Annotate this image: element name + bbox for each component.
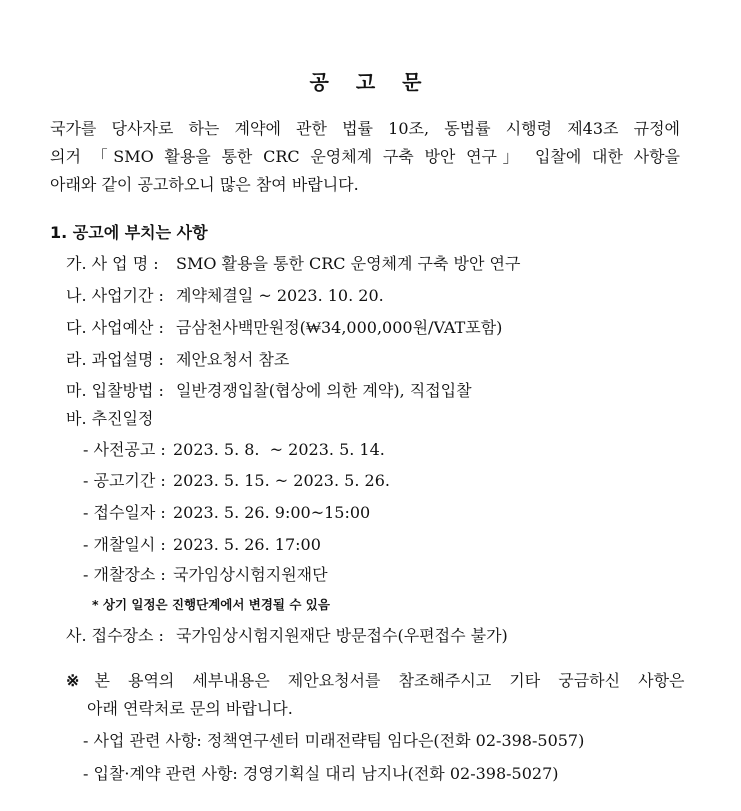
schedule-row [83,471,390,491]
schedule-label: - 공고기간 : [83,471,166,490]
item-value: SMO 활용을 통한 CRC 운영체계 구축 방안 연구 [176,254,521,273]
schedule-label: - 개찰일시 : [83,535,166,554]
schedule-row [83,503,370,523]
item-label: 다. 사업예산 : [66,318,164,337]
item-label: 마. 입찰방법 : [66,381,164,400]
schedule-value: 2023. 5. 15. ~ 2023. 5. 26. [173,471,390,490]
item-bidding-method [66,381,472,401]
intro-line-2: 의거 「SMO 활용을 통한 CRC 운영체계 구축 방안 연구」 입찰에 대한 사항을 [50,147,680,166]
reference-line-2: 아래 연락처로 문의 바랍니다. [87,699,293,718]
intro-line-3: 아래와 같이 공고하오니 많은 참여 바랍니다. [50,175,359,194]
contact-business: - 사업 관련 사항: 정책연구센터 미래전략팀 임다은(전화 02-398-5057) [83,731,585,750]
reference-line-1 [66,671,685,691]
schedule-row [83,565,328,585]
schedule-value: 2023. 5. 8. ~ 2023. 5. 14. [173,440,385,459]
schedule-label: - 접수일자 : [83,503,166,522]
item-label: 라. 과업설명 : [66,350,164,369]
reference-text: 본 용역의 세부내용은 제안요청서를 참조해주시고 기타 궁금하신 사항은 [94,671,685,690]
schedule-value: 국가임상시험지원재단 [173,565,328,584]
schedule-row [83,440,385,460]
item-value: 계약체결일 ~ 2023. 10. 20. [176,286,384,305]
schedule-note: * 상기 일정은 진행단계에서 변경될 수 있음 [92,597,330,612]
item-business-budget [66,318,502,338]
item-value: 국가임상시험지원재단 방문접수(우편접수 불가) [176,626,508,645]
schedule-label: - 사전공고 : [83,440,166,459]
item-task-description [66,350,289,370]
schedule-heading: 바. 추진일정 [66,409,154,428]
item-value: 일반경쟁입찰(협상에 의한 계약), 직접입찰 [176,381,472,400]
schedule-value: 2023. 5. 26. 9:00~15:00 [173,503,371,522]
reference-mark-icon: ※ [66,671,80,690]
item-label: 나. 사업기간 : [66,286,164,305]
schedule-label: - 개찰장소 : [83,565,166,584]
intro-line-1: 국가를 당사자로 하는 계약에 관한 법률 10조, 동법률 시행령 제43조 규정에 [50,119,680,138]
contact-contract: - 입찰·계약 관련 사항: 경영기획실 대리 남지나(전화 02-398-5027) [83,764,559,783]
page-title: 공 고 문 [309,70,432,94]
item-business-name [66,254,520,274]
section-heading: 1. 공고에 부치는 사항 [50,223,208,242]
schedule-row [83,535,321,555]
item-value: 제안요청서 참조 [176,350,290,369]
item-value: 금삼천사백만원정(₩34,000,000원/VAT포함) [176,318,503,337]
item-label: 사. 접수장소 : [66,626,164,645]
item-label: 가. 사 업 명 : [66,254,159,273]
schedule-value: 2023. 5. 26. 17:00 [173,535,321,554]
item-business-period [66,286,384,306]
item-submission-place [66,626,508,646]
